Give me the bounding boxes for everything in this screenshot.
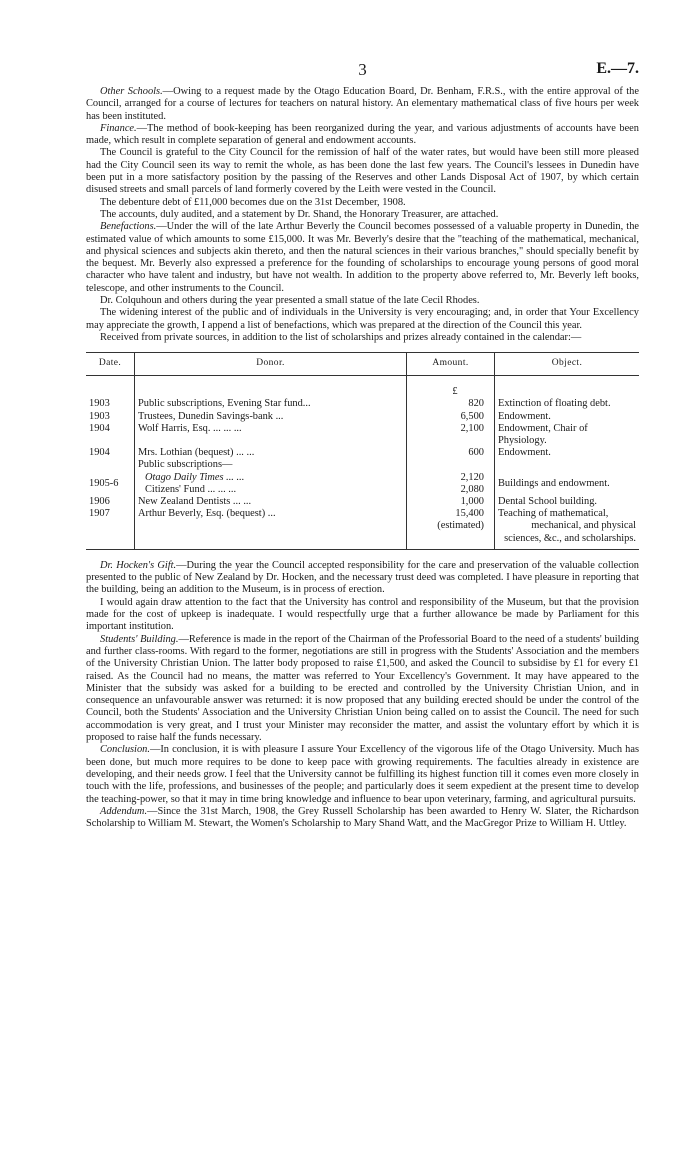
cell-amount: 6,500 (407, 411, 495, 423)
cell-amount (407, 459, 495, 471)
table-row (86, 398, 639, 410)
paragraph-text: Dr. Colquhoun and others during the year presented a small statue of the late Cecil Rhodes. (100, 295, 480, 307)
cell-donor: New Zealand Dentists ... ... (135, 496, 407, 508)
cell-date: 1906 (86, 496, 135, 508)
paragraph-text: I would again draw attention to the fact that the University has control and responsibility of the Museum, but that the provision made for the cost of upkeep is inadequate. I would respectfully urge that a further allowance be made by Parliament for this important institution. (86, 596, 639, 633)
table-row (86, 533, 639, 550)
table-header-row (86, 353, 639, 376)
paragraph-text: Received from private sources, in addition to the list of scholarships and prizes already contained in the calendar:— (100, 331, 582, 343)
cell-donor: Wolf Harris, Esq. ... ... ... (135, 423, 407, 447)
cell-object (495, 459, 640, 471)
paragraph-heading: Addendum. (100, 805, 148, 817)
cell-donor: Public subscriptions— (135, 459, 407, 471)
paragraph-museum (86, 597, 639, 634)
paragraph-text: The widening interest of the public and of individuals in the University is very encouraging; and, in order that Your Excellency may appreciate the growth, I append a list of benefactions, which was prepared at the direction of the Council this year. (86, 307, 639, 331)
body-top (86, 86, 639, 344)
cell-object: Endowment. (498, 410, 551, 422)
column-header-donor: Donor. (135, 353, 407, 376)
paragraph-text: —Since the 31st March, 1908, the Grey Russell Scholarship has been awarded to Henry W. Slater, the Richardson Scholarship to William M. Stewart, the Women's Scholarship to Mary Shand Watt, and the MacGregor Prize to William H. Uttley. (86, 805, 639, 830)
paragraph-other-schools (86, 86, 639, 123)
cell-object: Dental School building. (498, 496, 597, 508)
cell-date (86, 459, 135, 471)
column-header-object: Object. (495, 353, 640, 376)
cell-donor (135, 472, 407, 484)
table-row (86, 411, 639, 423)
cell-object: Teaching of mathematical, (498, 508, 609, 520)
cell-amount: 600 (407, 447, 495, 459)
paragraph-text: —Owing to a request made by the Otago Education Board, Dr. Benham, F.R.S., with the entire approval of the Council, arranged for a course of lectures for teachers on natural history. An elementary mathematical class of five hours per week has been instituted. (86, 86, 639, 122)
paragraph-heading: Other Schools. (100, 86, 163, 97)
cell-date: 1907 (86, 508, 135, 520)
paragraph-water-rates (86, 147, 639, 196)
cell-object: mechanical, and physical (531, 520, 636, 532)
currency-symbol: £ (452, 386, 458, 398)
paragraph-heading: Benefactions. (100, 221, 157, 233)
table-row (86, 520, 639, 532)
cell-date (86, 533, 135, 550)
paragraph-colquhoun (86, 295, 639, 307)
cell-donor: Arthur Beverly, Esq. (bequest) ... (135, 508, 407, 520)
paragraph-text: The accounts, duly audited, and a statement by Dr. Shand, the Honorary Treasurer, are attached. (100, 208, 499, 220)
paragraph-heading: Dr. Hocken's Gift. (100, 559, 177, 571)
cell-donor: Trustees, Dunedin Savings-bank ... (135, 411, 407, 423)
document-page (86, 60, 639, 830)
paragraph-text: The Council is grateful to the City Council for the remission of half of the water rates, but would have been still more pleased had the City Council seen its way to remit the whole, as has been done the last few years. The Council's lessees in Dunedin have been put in a more satisfactory position by the passing of the Reserves and other Lands Disposal Act of 1907, by which certain disused streets and small parcels of land formerly covered by the Leith were vested in the Council. (86, 147, 639, 196)
donor-name: Otago Daily Times ... ... (145, 471, 245, 483)
table-row (86, 496, 639, 508)
table-row (86, 459, 639, 471)
page-header (86, 60, 639, 86)
column-header-amount: Amount. (407, 353, 495, 376)
cell-donor (135, 520, 407, 532)
paragraph-widening-interest (86, 307, 639, 332)
paragraph-accounts (86, 209, 639, 221)
paragraph-text: —Reference is made in the report of the Chairman of the Professorial Board to the need of a students' building and further class-rooms. With regard to the former, negotiations are still in progress with the Students' Association and the members of the University Christian Union. The latter body proposed to raise £1,500, and asked the Council to subsidise by £1 for every £1 raised. As the Council had no means, the matter was referred to Your Excellency's Government. It may have appeared to the Minister that the subsidy was asked for a building to be erected and controlled by the University Christian Union, and in consequence an unfavourable answer was returned: it is now proposed that any building erected should be under the control of the Council, both the Students' Association and the University Christian Union being called on to assist the Council. The need for such accommodation is very great, and I trust your Minister may reconsider the matter, and assist the voluntary effort by which it is proposed to raise half the funds necessary. (86, 633, 640, 744)
paragraph-text: —Under the will of the late Arthur Beverly the Council becomes possessed of a valuable property in Dunedin, the estimated value of which amounts to some £15,000. It was Mr. Beverly's desire that the "teaching of the mathematical, mechanical, and physical sciences and subjects akin thereto, and then the natural sciences in their various branches," should specially benefit by the bequest. Mr. Beverly also expressed a preference for the founding of scholarships to encourage young persons of good moral character who have talent and industry, but have not wealth. In addition to the property above referred to, Mr. Beverly left books, telescope, and other instruments to the Council. (86, 221, 639, 294)
cell-amount: 2,100 (407, 423, 495, 447)
paragraph-received (86, 332, 639, 344)
paragraph-text: —In conclusion, it is with pleasure I assure Your Excellency of the vigorous life of the Otago University. Much has been done, but much more requires to be done to keep pace with growing requirements. The faculties already in existence are developing, and their needs grow. I feel that the University cannot be fulfilling its highest function till it comes even more closely in touch with the life, professions, and businesses of the people; and particularly does it seem expedient at the present time to develop the teaching-power, so that it may in time bring knowledge and influence to bear upon veterinary, farming, and agricultural pursuits. (86, 744, 639, 805)
table-row (86, 472, 639, 484)
cell-donor (135, 533, 407, 550)
cell-donor: Citizens' Fund ... ... ... (135, 484, 407, 496)
paragraph-conclusion (86, 744, 639, 805)
cell-date: 1905-6 (86, 472, 135, 496)
column-header-date: Date. (86, 353, 135, 376)
paragraph-benefactions (86, 221, 639, 295)
cell-object: Buildings and endowment. (498, 477, 610, 489)
cell-date: 1903 (86, 398, 135, 410)
table-row (86, 423, 639, 447)
table-row (86, 447, 639, 459)
cell-object: Endowment, Chair of Physiology. (498, 422, 588, 447)
cell-date (86, 520, 135, 532)
paragraph-heading: Students' Building. (100, 633, 179, 645)
cell-object: Extinction of floating debt. (498, 398, 611, 410)
paragraph-text: —During the year the Council accepted responsibility for the care and preservation of the valuable collection presented to the public of New Zealand by Dr. Hocken, and the necessary trust deed was completed. I have pleasure in reporting that the building, being an addition to the Museum, is in process of erection. (86, 559, 639, 596)
table-row (86, 508, 639, 520)
cell-amount (407, 533, 495, 550)
cell-amount: 820 (407, 398, 495, 410)
cell-amount: 2,120 (407, 472, 495, 484)
cell-object: Endowment. (498, 447, 551, 459)
cell-donor: Public subscriptions, Evening Star fund... (135, 398, 407, 410)
cell-object: sciences, &c., and scholarships. (495, 533, 640, 550)
benefactions-table (86, 352, 639, 550)
paragraph-debenture (86, 197, 639, 209)
body-bottom (86, 560, 639, 831)
paragraph-finance (86, 123, 639, 148)
document-reference: E.—7. (596, 60, 639, 77)
paragraph-students-building (86, 634, 639, 745)
paragraph-heading: Conclusion. (100, 744, 150, 756)
page-number: 3 (358, 60, 367, 79)
paragraph-hocken-gift (86, 560, 639, 597)
cell-date: 1904 (86, 423, 135, 447)
cell-amount: 2,080 (407, 484, 495, 496)
cell-date: 1903 (86, 411, 135, 423)
paragraph-text: —The method of book-keeping has been reorganized during the year, and various adjustments of accounts have been made, which result in complete separation of general and endowment accounts. (86, 122, 639, 147)
cell-amount: 15,400 (407, 508, 495, 520)
paragraph-heading: Finance. (100, 122, 137, 134)
paragraph-addendum (86, 806, 639, 831)
table-row (86, 376, 639, 399)
cell-date: 1904 (86, 447, 135, 459)
cell-donor: Mrs. Lothian (bequest) ... ... (135, 447, 407, 459)
cell-amount: (estimated) (407, 520, 495, 532)
paragraph-text: The debenture debt of £11,000 becomes due on the 31st December, 1908. (100, 196, 406, 208)
cell-amount: 1,000 (407, 496, 495, 508)
